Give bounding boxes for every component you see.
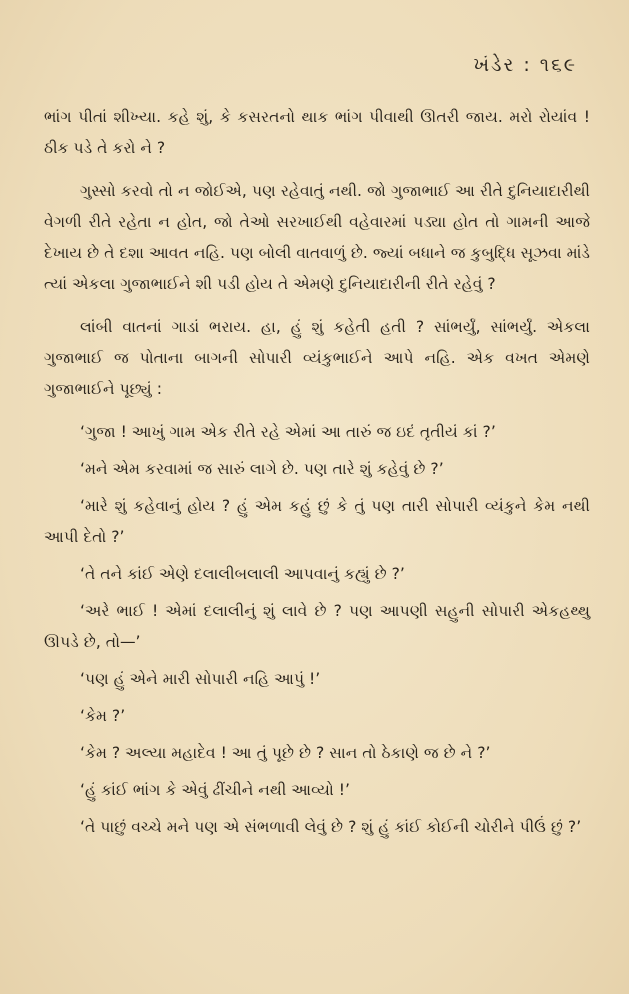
dialogue-line: ‘મને એમ કરવામાં જ સારું લાગે છે. પણ તારે શું કહેવું છે ?’ <box>80 460 444 478</box>
dialogue-line: ‘તે તને કાંઈ એણે દલાલીબલાલી આપવાનું કહ્યું છે ?’ <box>80 565 405 583</box>
paragraph: ભાંગ પીતાં શીખ્યા. કહે શું, કે કસરતનો થાક ભાંગ પીવાથી ઊતરી જાય. મરો રોયાંવ ! ઠીક પડે તે કરો ને ? <box>44 108 590 157</box>
dialogue-line: ‘મારે શું કહેવાનું હોય ? હું એમ કહું છું કે તું પણ તારી સોપારી વ્યંકુને કેમ નથી આપી દેતો ?’ <box>44 497 590 546</box>
dialogue-line: ‘અરે ભાઈ ! એમાં દલાલીનું શું લાવે છે ? પણ આપણી સહુની સોપારી એકહથ્થુ ઊપડે છે, તો—’ <box>44 602 590 651</box>
paragraph: ગુસ્સો કરવો તો ન જોઈએ, પણ રહેવાતું નથી. જો ગુજાભાઈ આ રીતે દુનિયાદારીથી વેગળી રીતે રહેતા ન હોત, જો તેઓ સરખાઈથી વહેવારમાં પડ્યા હોત તો ગામની આજે દેખાય છે તે દશા આવત નહિ. પણ બોલી વાતવાળું છે. જ્યાં બધાને જ કુબુદ્ધિ સૂઝવા માંડે ત્યાં એકલા ગુજાભાઈને શી પડી હોય તે એમણે દુનિયાદારીની રીતે રહેવું ? <box>44 182 590 293</box>
page-body <box>44 102 590 849</box>
dialogue-line: ‘ગુજા ! આખું ગામ એક રીતે રહે એમાં આ તારું જ ઇદં તૃતીયં કાં ?’ <box>80 423 496 441</box>
dialogue-line: ‘પણ હું એને મારી સોપારી નહિ આપું !’ <box>80 670 321 688</box>
paragraph: લાંબી વાતનાં ગાડાં ભરાય. હા, હું શું કહેતી હતી ? સાંભર્યું, સાંભર્યું. એકલા ગુજાભાઈ જ પોતાના બાગની સોપારી વ્યંકુભાઈને આપે નહિ. એક વખત એમણે ગુજાભાઈને પૂછ્યું : <box>44 318 590 398</box>
dialogue-line: ‘તે પાછું વચ્ચે મને પણ એ સંભળાવી લેવું છે ? શું હું કાંઈ કોઈની ચોરીને પીઉં છું ?’ <box>80 818 582 836</box>
page-header: ખંડેર : ૧૬૯ <box>473 54 577 76</box>
dialogue-line: ‘કેમ ? અલ્યા મહાદેવ ! આ તું પૂછે છે ? સાન તો ઠેકાણે જ છે ને ?’ <box>80 744 491 762</box>
dialogue-line: ‘કેમ ?’ <box>80 707 126 725</box>
dialogue-line: ‘હું કાંઈ ભાંગ કે એવું ઢીંચીને નથી આવ્યો !’ <box>80 781 350 799</box>
